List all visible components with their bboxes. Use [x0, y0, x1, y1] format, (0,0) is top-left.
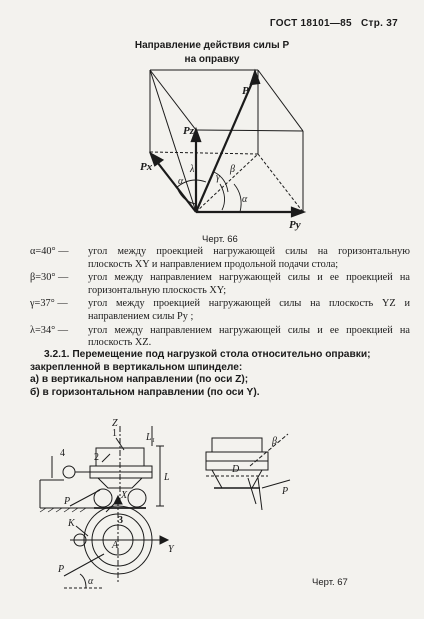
label-num-1: 1 — [112, 428, 117, 439]
label-l1: L₁ — [146, 432, 156, 443]
standard-number: ГОСТ 18101—85 — [269, 18, 352, 29]
definition-text: угол между проекцией нагружающей силы на горизонтальную плоскость XY и направлением продольной подачи стола; — [88, 246, 410, 270]
section-number: 3.2.1. — [44, 349, 70, 360]
label-p1: P — [64, 496, 71, 507]
hatch — [48, 508, 54, 512]
page-number: Стр. 37 — [360, 18, 398, 29]
figure-title-line1: Направление действия силы P — [134, 40, 290, 51]
alpha-arc — [80, 574, 86, 588]
load-arrow-p3 — [64, 554, 104, 576]
label-k: K — [68, 518, 75, 529]
label-pz: Pz — [183, 125, 194, 137]
label-alpha2: α — [242, 194, 248, 205]
hatch — [64, 508, 70, 512]
label-p: P — [242, 85, 249, 97]
side-alpha-line2 — [248, 478, 256, 504]
hatch — [80, 508, 86, 512]
definition-symbol: γ=37° — — [30, 298, 68, 310]
label-beta: β — [230, 164, 235, 175]
label-num-4: 4 — [60, 448, 65, 459]
hatch — [56, 508, 62, 512]
hatch — [72, 508, 78, 512]
label-num-2: 2 — [94, 452, 99, 463]
label-p3: P — [58, 564, 65, 575]
hatch — [40, 508, 46, 512]
roller-right — [128, 489, 146, 507]
label-alpha: α — [88, 576, 94, 587]
definition-text: угол между направлением нагружающей силы и ее проекцией на горизонтальную плоскость XY; — [88, 272, 410, 296]
definition-text: угол между проекцией нагружающей силы на плоскость YZ и направлением силы Pу ; — [88, 298, 410, 322]
section-item-a: а) в вертикальном направлении (по оси Z); — [30, 374, 249, 386]
leader-2 — [102, 454, 110, 462]
side-block — [212, 438, 262, 452]
label-d: D — [232, 464, 240, 475]
section-heading-text: Перемещение под нагрузкой стола относительно оправки; закрепленной в вертикальном шпинделе: — [30, 349, 371, 373]
figure67-caption: Черт. 67 — [312, 577, 348, 588]
side-alpha-line — [258, 478, 262, 510]
label-beta: β — [272, 436, 277, 447]
figure-title-line2: на оправку — [184, 54, 240, 65]
section-item-b: б) в горизонтальном направлении (по оси Y). — [30, 386, 260, 398]
figure66-caption: Черт. 66 — [202, 234, 238, 245]
label-p2: P — [282, 486, 289, 497]
label-py: Py — [289, 219, 301, 231]
indicator-dial-4 — [63, 466, 75, 478]
axis-y-arrow — [160, 536, 168, 544]
label-px: Px — [140, 161, 153, 173]
label-alpha: α — [178, 176, 184, 187]
label-num-3: 3 — [118, 515, 123, 526]
definition-symbol: β=30° — — [30, 272, 69, 284]
definition-text: угол между направлением нагружающей силы и ее проекцией на плоскость XZ. — [88, 324, 410, 349]
label-z: Z — [112, 418, 118, 429]
label-gamma: γ — [216, 172, 220, 183]
label-y: Y — [168, 544, 174, 555]
label-l: L — [164, 472, 170, 483]
definition-symbol: α=40° — — [30, 246, 69, 257]
label-x: X — [121, 490, 128, 501]
side-beta-line — [250, 434, 288, 466]
label-lambda: λ — [190, 164, 195, 175]
label-a: A — [112, 540, 119, 551]
definition-symbol: λ=34° — — [30, 324, 69, 336]
